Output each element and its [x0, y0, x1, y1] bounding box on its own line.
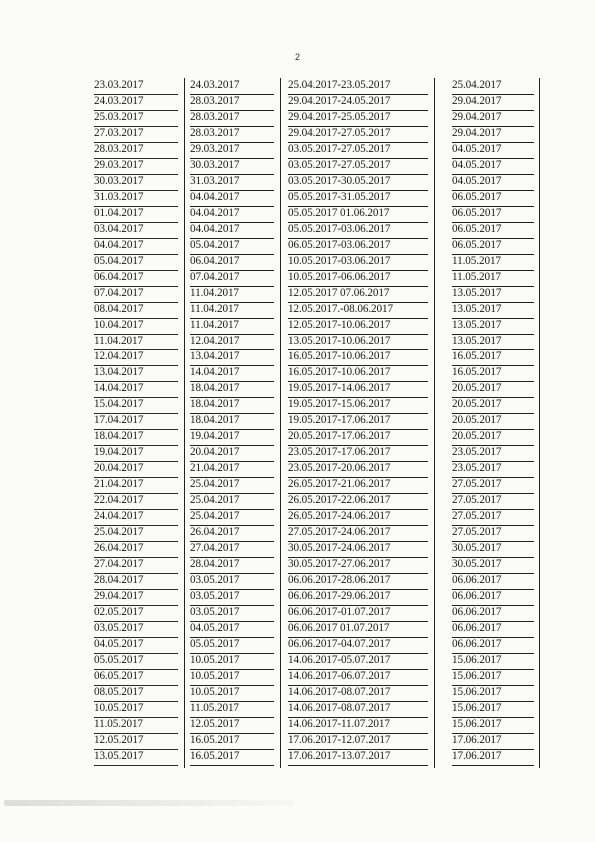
- table-cell: 24.03.2017: [94, 94, 178, 111]
- table-cell: 06.05.2017: [452, 206, 534, 223]
- table-cell: 07.04.2017: [190, 270, 274, 287]
- table-cell: 10.05.2017-03.06.2017: [288, 254, 428, 271]
- table-cell: 30.05.2017-27.06.2017: [288, 557, 428, 574]
- scan-smudge: [4, 800, 294, 806]
- table-cell: 13.05.2017: [452, 334, 534, 351]
- table-cell: 27.04.2017: [94, 557, 178, 574]
- table-cell: 29.03.2017: [94, 158, 178, 175]
- table-cell: 15.06.2017: [452, 717, 534, 734]
- table-row: [84, 222, 540, 238]
- table-cell: 12.05.2017 07.06.2017: [288, 286, 428, 303]
- table-cell: 10.04.2017: [94, 318, 178, 335]
- table-cell: 25.04.2017: [452, 78, 534, 95]
- table-cell: 04.05.2017: [190, 621, 274, 638]
- table-cell: 27.05.2017: [452, 509, 534, 526]
- table-cell: 31.03.2017: [94, 190, 178, 207]
- table-cell: 06.06.2017-04.07.2017: [288, 637, 428, 654]
- table-cell: 04.04.2017: [190, 206, 274, 223]
- dates-table: [84, 78, 540, 765]
- table-row: [84, 605, 540, 621]
- table-row: [84, 589, 540, 605]
- table-cell: 17.06.2017: [452, 749, 534, 766]
- table-cell: 20.05.2017-17.06.2017: [288, 429, 428, 446]
- table-row: [84, 174, 540, 190]
- table-cell: 19.04.2017: [94, 445, 178, 462]
- table-cell: 17.06.2017: [452, 733, 534, 750]
- table-cell: 10.05.2017-06.06.2017: [288, 270, 428, 287]
- table-cell: 25.04.2017-23.05.2017: [288, 78, 428, 95]
- table-cell: 29.04.2017: [452, 110, 534, 127]
- table-cell: 16.05.2017: [452, 349, 534, 366]
- table-cell: 28.04.2017: [190, 557, 274, 574]
- table-row: [84, 653, 540, 669]
- table-cell: 13.05.2017: [94, 749, 178, 766]
- table-row: [84, 637, 540, 653]
- table-row: [84, 334, 540, 350]
- table-cell: 29.04.2017: [452, 94, 534, 111]
- table-cell: 08.05.2017: [94, 685, 178, 702]
- table-row: [84, 110, 540, 126]
- table-row: [84, 365, 540, 381]
- table-cell: 03.05.2017-30.05.2017: [288, 174, 428, 191]
- table-cell: 06.05.2017-03.06.2017: [288, 238, 428, 255]
- table-cell: 04.04.2017: [190, 222, 274, 239]
- table-row: [84, 573, 540, 589]
- table-cell: 23.05.2017-20.06.2017: [288, 461, 428, 478]
- table-row: [84, 749, 540, 765]
- table-row: [84, 381, 540, 397]
- table-cell: 06.06.2017 01.07.2017: [288, 621, 428, 638]
- table-cell: 04.05.2017: [452, 158, 534, 175]
- table-cell: 26.04.2017: [190, 525, 274, 542]
- table-cell: 04.05.2017: [94, 637, 178, 654]
- table-cell: 06.06.2017: [452, 605, 534, 622]
- table-row: [84, 94, 540, 110]
- table-cell: 12.04.2017: [94, 349, 178, 366]
- table-row: [84, 126, 540, 142]
- table-cell: 29.03.2017: [190, 142, 274, 159]
- table-cell: 15.06.2017: [452, 653, 534, 670]
- table-row: [84, 302, 540, 318]
- table-cell: 14.06.2017-05.07.2017: [288, 653, 428, 670]
- table-cell: 26.04.2017: [94, 541, 178, 558]
- table-cell: 20.04.2017: [190, 445, 274, 462]
- page-number: 2: [294, 52, 300, 62]
- table-row: [84, 541, 540, 557]
- table-row: [84, 349, 540, 365]
- table-cell: 06.06.2017-29.06.2017: [288, 589, 428, 606]
- table-cell: 11.05.2017: [452, 270, 534, 287]
- table-cell: 29.04.2017-25.05.2017: [288, 110, 428, 127]
- table-row: [84, 669, 540, 685]
- table-cell: 11.04.2017: [190, 302, 274, 319]
- table-row: [84, 238, 540, 254]
- table-cell: 02.05.2017: [94, 605, 178, 622]
- table-cell: 17.06.2017-13.07.2017: [288, 749, 428, 766]
- table-cell: 06.05.2017: [452, 190, 534, 207]
- table-cell: 11.05.2017: [190, 701, 274, 718]
- table-cell: 24.03.2017: [190, 78, 274, 95]
- table-cell: 20.05.2017: [452, 413, 534, 430]
- table-cell: 23.05.2017: [452, 461, 534, 478]
- table-cell: 26.05.2017-21.06.2017: [288, 477, 428, 494]
- table-row: [84, 733, 540, 749]
- table-cell: 06.06.2017-01.07.2017: [288, 605, 428, 622]
- table-cell: 11.04.2017: [190, 286, 274, 303]
- table-cell: 28.03.2017: [190, 110, 274, 127]
- table-row: [84, 445, 540, 461]
- table-row: [84, 397, 540, 413]
- table-row: [84, 413, 540, 429]
- table-cell: 16.05.2017-10.06.2017: [288, 349, 428, 366]
- table-row: [84, 701, 540, 717]
- table-row: [84, 493, 540, 509]
- table-cell: 19.05.2017-15.06.2017: [288, 397, 428, 414]
- table-cell: 27.03.2017: [94, 126, 178, 143]
- table-cell: 21.04.2017: [94, 477, 178, 494]
- table-cell: 13.04.2017: [190, 349, 274, 366]
- table-cell: 04.05.2017: [452, 142, 534, 159]
- table-cell: 26.05.2017-24.06.2017: [288, 509, 428, 526]
- table-cell: 30.05.2017: [452, 557, 534, 574]
- table-row: [84, 429, 540, 445]
- table-cell: 06.06.2017: [452, 573, 534, 590]
- table-cell: 12.05.2017-10.06.2017: [288, 318, 428, 335]
- table-cell: 04.04.2017: [190, 190, 274, 207]
- table-cell: 27.04.2017: [190, 541, 274, 558]
- table-cell: 25.04.2017: [190, 477, 274, 494]
- table-cell: 10.05.2017: [190, 669, 274, 686]
- table-cell: 06.05.2017: [452, 222, 534, 239]
- table-cell: 06.06.2017: [452, 637, 534, 654]
- table-cell: 29.04.2017-27.05.2017: [288, 126, 428, 143]
- table-cell: 16.05.2017: [190, 749, 274, 766]
- table-cell: 12.04.2017: [190, 334, 274, 351]
- table-cell: 11.05.2017: [452, 254, 534, 271]
- table-cell: 06.04.2017: [190, 254, 274, 271]
- table-cell: 25.04.2017: [190, 493, 274, 510]
- table-cell: 27.05.2017: [452, 493, 534, 510]
- table-cell: 10.05.2017: [94, 701, 178, 718]
- table-cell: 14.06.2017-08.07.2017: [288, 701, 428, 718]
- table-cell: 10.05.2017: [190, 685, 274, 702]
- table-cell: 03.05.2017: [190, 573, 274, 590]
- table-cell: 22.04.2017: [94, 493, 178, 510]
- table-cell: 06.05.2017: [452, 238, 534, 255]
- table-cell: 30.05.2017: [452, 541, 534, 558]
- table-cell: 14.06.2017-08.07.2017: [288, 685, 428, 702]
- table-cell: 23.03.2017: [94, 78, 178, 95]
- table-row: [84, 557, 540, 573]
- table-cell: 24.04.2017: [94, 509, 178, 526]
- table-cell: 19.05.2017-14.06.2017: [288, 381, 428, 398]
- table-cell: 16.05.2017: [190, 733, 274, 750]
- table-cell: 25.04.2017: [190, 509, 274, 526]
- table-cell: 04.05.2017: [452, 174, 534, 191]
- table-cell: 28.03.2017: [190, 94, 274, 111]
- table-cell: 06.06.2017-28.06.2017: [288, 573, 428, 590]
- table-cell: 23.05.2017-17.06.2017: [288, 445, 428, 462]
- table-cell: 18.04.2017: [190, 397, 274, 414]
- table-cell: 28.04.2017: [94, 573, 178, 590]
- table-row: [84, 477, 540, 493]
- table-cell: 03.05.2017: [94, 621, 178, 638]
- table-cell: 06.06.2017: [452, 621, 534, 638]
- table-cell: 06.06.2017: [452, 589, 534, 606]
- table-row: [84, 717, 540, 733]
- table-row: [84, 270, 540, 286]
- table-cell: 15.04.2017: [94, 397, 178, 414]
- table-row: [84, 142, 540, 158]
- table-cell: 03.05.2017-27.05.2017: [288, 142, 428, 159]
- table-cell: 05.05.2017: [190, 637, 274, 654]
- table-cell: 18.04.2017: [94, 429, 178, 446]
- table-cell: 26.05.2017-22.06.2017: [288, 493, 428, 510]
- table-cell: 20.05.2017: [452, 381, 534, 398]
- table-cell: 15.06.2017: [452, 701, 534, 718]
- table-row: [84, 286, 540, 302]
- table-cell: 27.05.2017: [452, 525, 534, 542]
- table-cell: 05.05.2017 01.06.2017: [288, 206, 428, 223]
- table-cell: 05.04.2017: [190, 238, 274, 255]
- table-cell: 08.04.2017: [94, 302, 178, 319]
- table-cell: 29.04.2017-24.05.2017: [288, 94, 428, 111]
- table-cell: 05.05.2017: [94, 653, 178, 670]
- table-cell: 29.04.2017: [452, 126, 534, 143]
- table-cell: 19.04.2017: [190, 429, 274, 446]
- table-cell: 13.05.2017: [452, 318, 534, 335]
- table-cell: 21.04.2017: [190, 461, 274, 478]
- table-cell: 25.04.2017: [94, 525, 178, 542]
- table-cell: 16.05.2017: [452, 365, 534, 382]
- table-cell: 13.05.2017-10.06.2017: [288, 334, 428, 351]
- table-row: [84, 685, 540, 701]
- table-cell: 18.04.2017: [190, 381, 274, 398]
- table-cell: 12.05.2017.-08.06.2017: [288, 302, 428, 319]
- table-cell: 27.05.2017: [452, 477, 534, 494]
- table-cell: 28.03.2017: [94, 142, 178, 159]
- table-cell: 11.04.2017: [94, 334, 178, 351]
- table-row: [84, 318, 540, 334]
- table-cell: 03.05.2017-27.05.2017: [288, 158, 428, 175]
- table-cell: 30.03.2017: [94, 174, 178, 191]
- table-cell: 07.04.2017: [94, 286, 178, 303]
- table-cell: 03.04.2017: [94, 222, 178, 239]
- table-row: [84, 461, 540, 477]
- table-cell: 05.04.2017: [94, 254, 178, 271]
- table-cell: 14.04.2017: [190, 365, 274, 382]
- table-cell: 06.04.2017: [94, 270, 178, 287]
- table-cell: 13.04.2017: [94, 365, 178, 382]
- table-cell: 16.05.2017-10.06.2017: [288, 365, 428, 382]
- table-cell: 05.05.2017-03.06.2017: [288, 222, 428, 239]
- table-cell: 14.06.2017-06.07.2017: [288, 669, 428, 686]
- table-cell: 19.05.2017-17.06.2017: [288, 413, 428, 430]
- table-cell: 18.04.2017: [190, 413, 274, 430]
- table-cell: 12.05.2017: [94, 733, 178, 750]
- table-cell: 20.05.2017: [452, 429, 534, 446]
- table-cell: 23.05.2017: [452, 445, 534, 462]
- table-cell: 05.05.2017-31.05.2017: [288, 190, 428, 207]
- table-cell: 20.04.2017: [94, 461, 178, 478]
- table-row: [84, 621, 540, 637]
- table-cell: 12.05.2017: [190, 717, 274, 734]
- table-cell: 27.05.2017-24.06.2017: [288, 525, 428, 542]
- table-cell: 03.05.2017: [190, 589, 274, 606]
- table-cell: 15.06.2017: [452, 685, 534, 702]
- table-cell: 14.06.2017-11.07.2017: [288, 717, 428, 734]
- table-row: [84, 206, 540, 222]
- table-cell: 13.05.2017: [452, 302, 534, 319]
- table-cell: 31.03.2017: [190, 174, 274, 191]
- table-row: [84, 158, 540, 174]
- table-cell: 17.06.2017-12.07.2017: [288, 733, 428, 750]
- table-cell: 13.05.2017: [452, 286, 534, 303]
- table-row: [84, 525, 540, 541]
- table-cell: 10.05.2017: [190, 653, 274, 670]
- table-row: [84, 190, 540, 206]
- table-row: [84, 254, 540, 270]
- table-cell: 14.04.2017: [94, 381, 178, 398]
- table-cell: 06.05.2017: [94, 669, 178, 686]
- table-cell: 20.05.2017: [452, 397, 534, 414]
- table-row: [84, 509, 540, 525]
- table-cell: 11.04.2017: [190, 318, 274, 335]
- table-cell: 11.05.2017: [94, 717, 178, 734]
- table-cell: 28.03.2017: [190, 126, 274, 143]
- table-cell: 15.06.2017: [452, 669, 534, 686]
- table-cell: 25.03.2017: [94, 110, 178, 127]
- table-cell: 01.04.2017: [94, 206, 178, 223]
- table-cell: 03.05.2017: [190, 605, 274, 622]
- table-cell: 04.04.2017: [94, 238, 178, 255]
- table-cell: 30.03.2017: [190, 158, 274, 175]
- table-cell: 30.05.2017-24.06.2017: [288, 541, 428, 558]
- table-row: [84, 78, 540, 94]
- table-cell: 17.04.2017: [94, 413, 178, 430]
- table-cell: 29.04.2017: [94, 589, 178, 606]
